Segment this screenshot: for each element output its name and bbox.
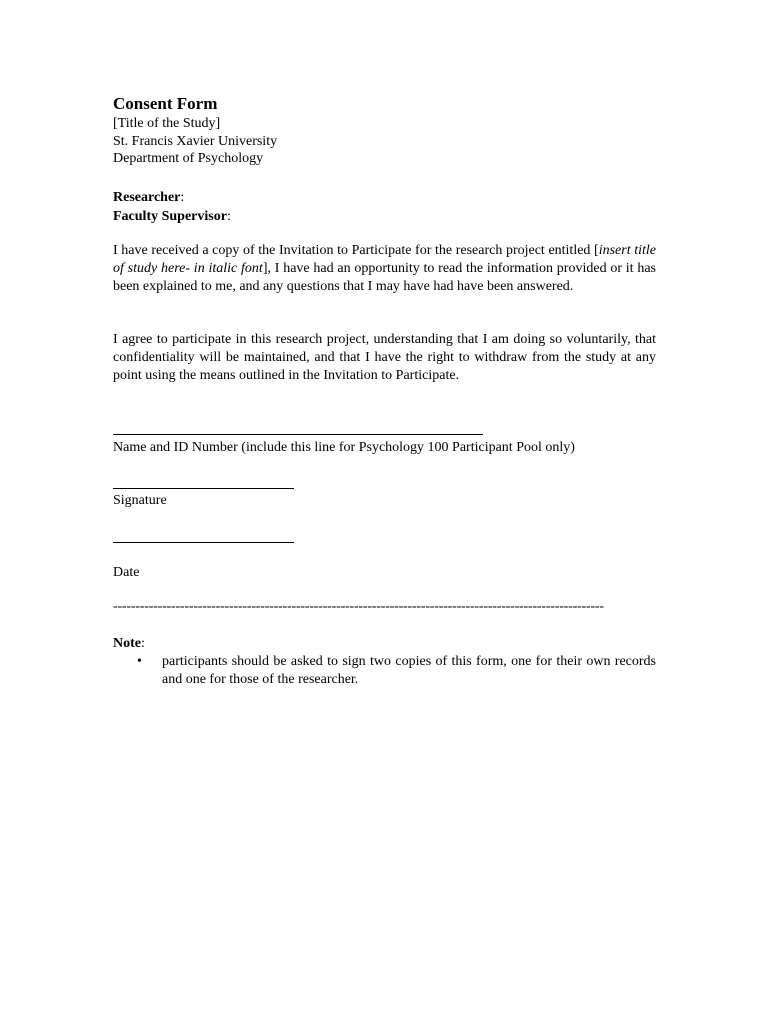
- study-title-placeholder: [Title of the Study]: [113, 116, 221, 131]
- consent-paragraph-2: I agree to participate in this research project, understanding that I am doing so voluntarily, that confidentiality will be maintained, and that I have the right to withdraw from the study at any point using the means outlined in the Invitation to Participate.: [113, 332, 656, 383]
- signature-line[interactable]: [113, 488, 294, 489]
- note-list-item: participants should be asked to sign two copies of this form, one for their own records and one for those of the researcher.: [162, 654, 656, 687]
- supervisor-line: [113, 207, 656, 226]
- researcher-label: Researcher: [113, 190, 181, 205]
- note-heading: [113, 635, 145, 652]
- bullet-icon: •: [137, 654, 142, 669]
- para1-text-b: ], I have had an opportunity to read the information provided or it has been explained to me, and any questions that I may have had have been answered.: [113, 260, 657, 294]
- name-id-signature-line[interactable]: [113, 434, 483, 435]
- date-label: Date: [113, 565, 140, 580]
- roles-section: [113, 188, 656, 226]
- dashed-separator: --------------------------------------------------------------------------------------------------------------: [113, 599, 604, 614]
- note-colon: :: [141, 636, 145, 651]
- university-name: St. Francis Xavier University: [113, 133, 278, 149]
- researcher-line: [113, 188, 656, 207]
- supervisor-colon: :: [226, 209, 231, 224]
- researcher-colon: :: [180, 190, 185, 205]
- note-label: Note: [113, 636, 141, 651]
- supervisor-label: Faculty Supervisor: [113, 209, 227, 224]
- consent-paragraph-1: [113, 242, 656, 295]
- para1-italic-placeholder: insert title of study here- in italic font: [113, 243, 656, 276]
- form-title: Consent Form: [113, 94, 218, 113]
- study-header: [113, 115, 656, 168]
- para1-text-a: I have received a copy of the Invitation to Participate for the research project entitled [: [113, 243, 599, 258]
- department-name: Department of Psychology: [113, 151, 264, 166]
- name-id-label: Name and ID Number (include this line for Psychology 100 Participant Pool only): [113, 440, 575, 455]
- signature-label: Signature: [113, 493, 167, 508]
- date-line[interactable]: [113, 542, 294, 543]
